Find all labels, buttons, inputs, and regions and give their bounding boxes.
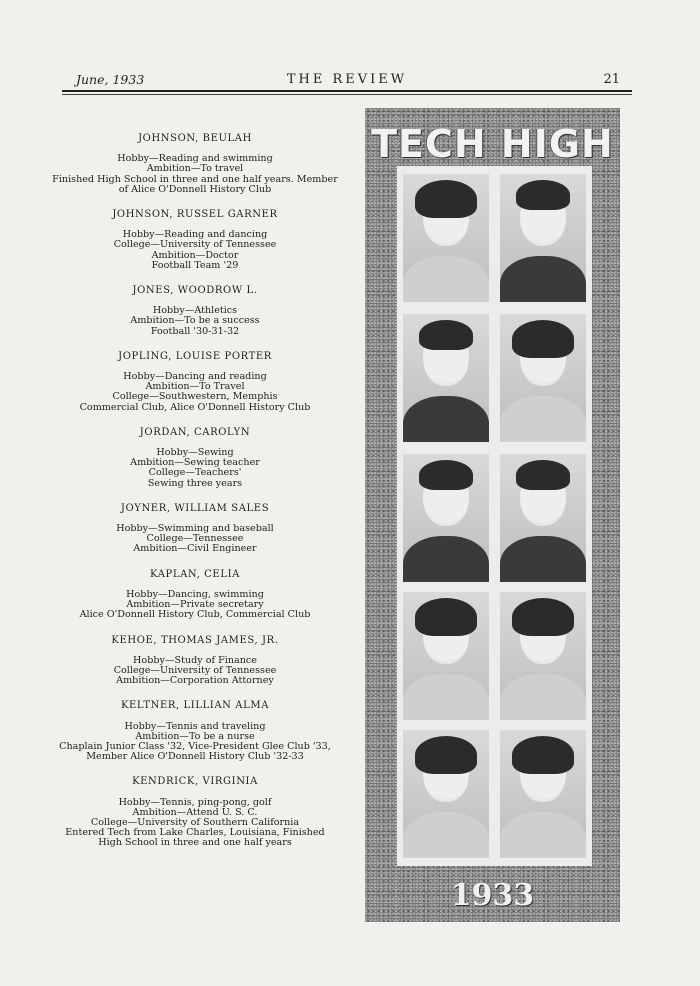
portrait-photo: [500, 592, 586, 720]
entry-line: Hobby—Tennis and traveling: [124, 720, 266, 732]
entry-line: Ambition—To travel: [146, 163, 244, 175]
portrait-photo: [500, 314, 586, 442]
photo-panel: [365, 108, 620, 922]
entry-name: KEHOE, THOMAS JAMES, JR.: [111, 634, 279, 646]
issue-date: June, 1933: [76, 72, 145, 87]
entry-line: Hobby—Swimming and baseball: [116, 523, 274, 535]
portrait-photo: [403, 454, 489, 582]
entry-name: KENDRICK, VIRGINIA: [132, 776, 258, 788]
entry-line: Hobby—Study of Finance: [133, 654, 257, 666]
page-header: [62, 72, 632, 90]
entry-line: Ambition—Civil Engineer: [133, 543, 257, 555]
entry-line: Hobby—Tennis, ping-pong, golf: [118, 796, 272, 808]
entry-line: Commercial Club, Alice O'Donnell History Club: [79, 401, 311, 413]
portrait-photo: [403, 592, 489, 720]
entry-line: Hobby—Athletics: [152, 305, 238, 317]
entry-line: College—Southwestern, Memphis: [112, 391, 278, 403]
entry-line: Alice O'Donnell History Club, Commercial Club: [79, 609, 311, 621]
entry-line: Football Team '29: [151, 259, 239, 271]
portrait-photo: [500, 730, 586, 858]
entry-line: College—University of Southern California: [90, 816, 300, 828]
entry-line: Hobby—Dancing and reading: [123, 371, 267, 383]
entry-line: Hobby—Dancing, swimming: [126, 588, 264, 600]
entry-name: KAPLAN, CELIA: [150, 568, 240, 580]
portrait-photo: [500, 174, 586, 302]
entry: [45, 134, 345, 195]
entry-name: JORDAN, CAROLYN: [139, 426, 251, 438]
entry: [45, 701, 345, 762]
entry-line: Finished High School in three and one half years. Member: [52, 173, 338, 185]
entry-line: College—University of Tennessee: [113, 239, 277, 251]
entry-line: Hobby—Reading and swimming: [117, 153, 273, 165]
entry-line: Ambition—To be a nurse: [135, 730, 255, 742]
entry: [45, 636, 345, 687]
portrait-photo: [403, 174, 489, 302]
entry-line: College—Tennessee: [146, 533, 244, 545]
header-rule-thick: [62, 90, 632, 92]
entry-name: JONES, WOODROW L.: [132, 285, 258, 297]
entry-line: Football '30-31-32: [150, 325, 240, 337]
entry-name: JOYNER, WILLIAM SALES: [120, 502, 270, 514]
portrait-photo: [500, 454, 586, 582]
entry-line: Ambition—Corporation Attorney: [116, 675, 274, 687]
entry-line: Sewing three years: [147, 477, 243, 489]
page-number: 21: [603, 72, 620, 87]
header-rule-thin: [62, 94, 632, 95]
entry-line: High School in three and one half years: [98, 837, 292, 849]
entry-line: Ambition—Doctor: [151, 249, 239, 261]
entry-name: JOHNSON, BEULAH: [138, 133, 252, 144]
entry-line: Ambition—To Travel: [145, 381, 245, 393]
entry-line: Ambition—To be a success: [130, 315, 260, 327]
entry-line: College—University of Tennessee: [113, 664, 277, 676]
entry-line: Ambition—Private secretary: [126, 599, 264, 611]
entry-line: Hobby—Sewing: [156, 447, 234, 459]
portrait-grid: [397, 166, 592, 866]
entry-line: College—Teachers': [148, 467, 242, 479]
portrait-photo: [403, 314, 489, 442]
entry: [45, 504, 345, 555]
entry: [45, 428, 345, 489]
entry-name: JOHNSON, RUSSEL GARNER: [112, 209, 278, 221]
entry: [45, 286, 345, 337]
panel-year: 1933: [450, 878, 535, 913]
panel-title: TECH HIGH: [371, 122, 614, 166]
entry: [45, 210, 345, 271]
entry-name: KELTNER, LILLIAN ALMA: [120, 700, 270, 712]
entry: [45, 352, 345, 413]
entry-line: Member Alice O'Donnell History Club '32-33: [86, 751, 304, 763]
entry-line: Hobby—Reading and dancing: [122, 229, 268, 241]
senior-entries: [45, 134, 345, 864]
entry: [45, 570, 345, 621]
entry-name: JOPLING, LOUISE PORTER: [118, 350, 272, 362]
entry-line: Entered Tech from Lake Charles, Louisiana, Finished: [65, 827, 325, 839]
entry-line: Ambition—Attend U. S. C.: [132, 806, 258, 818]
entry-line: of Alice O'Donnell History Club: [118, 183, 272, 195]
entry-line: Chaplain Junior Class '32, Vice-President Glee Club '33,: [59, 740, 331, 752]
entry-line: Ambition—Sewing teacher: [130, 457, 260, 469]
publication-title: THE REVIEW: [286, 72, 408, 87]
entry: [45, 777, 345, 848]
portrait-photo: [403, 730, 489, 858]
